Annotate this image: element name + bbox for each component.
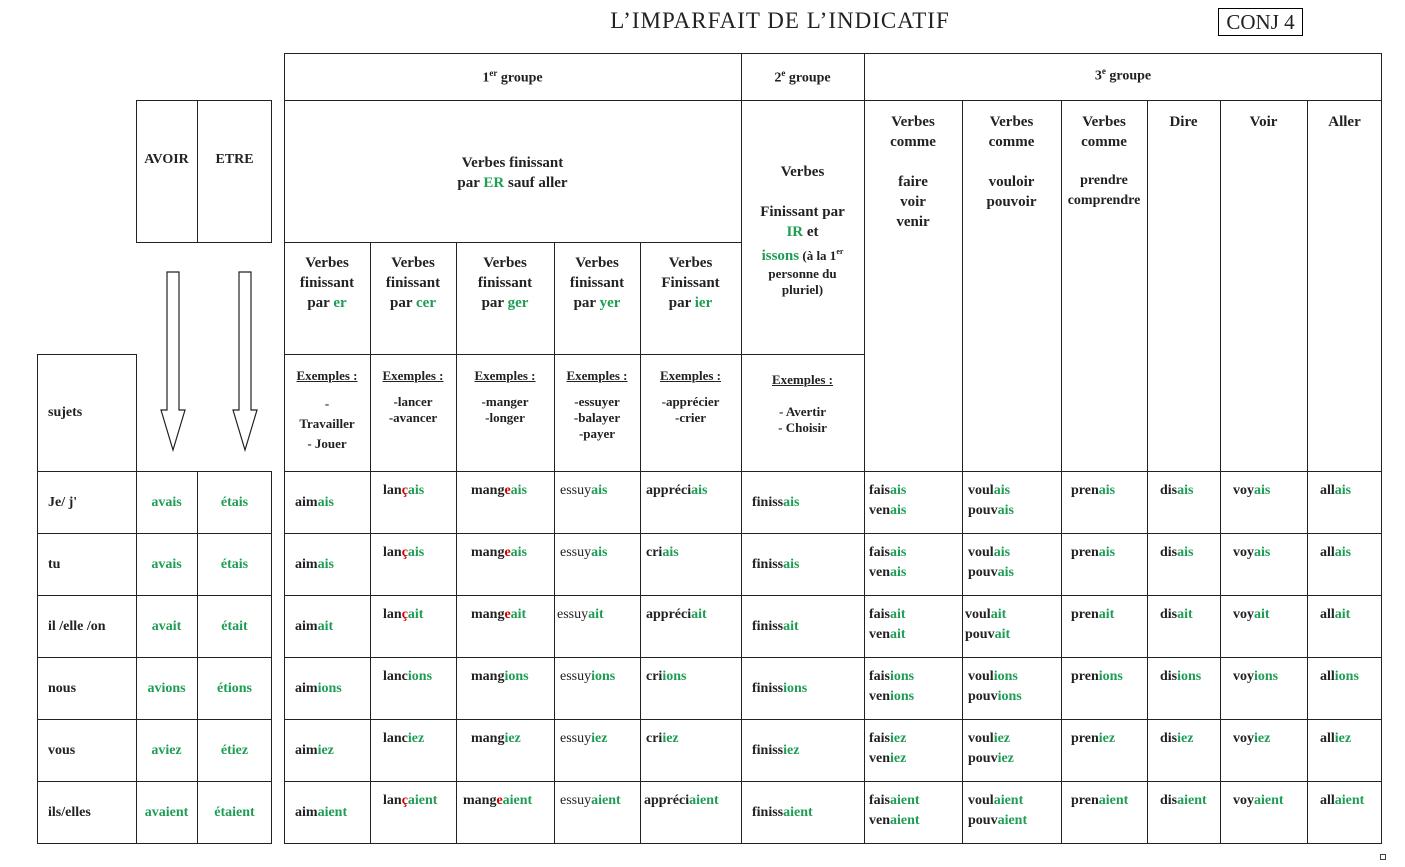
form-cer: lanciez [383, 731, 425, 746]
subject-label: vous [48, 743, 76, 758]
form-ger: mangeait [471, 607, 527, 622]
g1-col-header: Verbes Finissant par ier [661, 255, 720, 311]
group-2-header: 2e groupe [774, 68, 831, 86]
form-ier: criions [646, 669, 687, 684]
grid-line [370, 242, 371, 844]
g1-examples: Exemples : - Travailler - Jouer [296, 368, 358, 451]
group-2-examples: Exemples : - Avertir - Choisir [771, 372, 834, 435]
form-dire: disions [1160, 669, 1202, 684]
grid-line [640, 242, 641, 844]
subject-label: ils/elles [48, 805, 91, 820]
form-faire: faisais venais [869, 483, 907, 518]
g1-col-header: Verbes finissant par er [299, 255, 355, 311]
form-aller: allais [1320, 483, 1352, 498]
form-g2: finissait [752, 619, 799, 634]
page-title: L’IMPARFAIT DE L’INDICATIF [610, 8, 950, 33]
sujets-label: sujets [48, 405, 83, 420]
form-ier: criiez [646, 731, 679, 746]
form-faire: faisiez veniez [869, 731, 907, 766]
arrow-down-icon [160, 270, 186, 452]
grid-line [284, 657, 1382, 658]
form-g2: finissaient [752, 805, 813, 820]
form-voir: voyions [1233, 669, 1279, 684]
form-ier: appréciais [646, 483, 708, 498]
etre-header: ETRE [215, 152, 254, 167]
form-cer: lançais [383, 545, 425, 560]
form-aller: allions [1320, 669, 1359, 684]
g1-examples: Exemples : -apprécier -crier [659, 368, 722, 425]
grid-line [1147, 100, 1148, 844]
form-vouloir: voulaient pouvaient [968, 793, 1028, 828]
grid-line [1220, 100, 1221, 844]
form-aller: alliez [1320, 731, 1352, 746]
form-vouloir: voulais pouvais [968, 483, 1014, 518]
avoir-header: AVOIR [144, 152, 189, 167]
form-prendre: prenais [1071, 545, 1116, 560]
form-ier: criais [646, 545, 679, 560]
subject-label: Je/ j' [48, 495, 78, 510]
form-g2: finissions [752, 681, 808, 696]
form-g2: finissais [752, 557, 800, 572]
form-ger: mangeaient [463, 793, 533, 808]
grid-line [284, 242, 741, 243]
avoir-form: aviez [151, 743, 182, 758]
form-yer: essuyiez [560, 731, 608, 746]
g1-examples: Exemples : -manger -longer [474, 368, 536, 425]
form-dire: disais [1160, 483, 1194, 498]
grid-line [37, 533, 272, 534]
form-dire: disais [1160, 545, 1194, 560]
form-ger: mangions [471, 669, 529, 684]
avoir-form: avaient [144, 805, 189, 820]
g3-col-header: Dire [1169, 114, 1198, 130]
avoir-form: avais [151, 557, 182, 572]
g1-col-header: Verbes finissant par ger [477, 255, 533, 311]
g3-col-header: Verbes comme prendre comprendre [1067, 114, 1141, 208]
form-prendre: prenais [1071, 483, 1116, 498]
avoir-form: avait [151, 619, 182, 634]
form-ier: appréciait [646, 607, 707, 622]
group-2-description: Verbes Finissant par IR et issons (à la 1er personne du pluriel) [760, 164, 845, 297]
form-faire: faisais venais [869, 545, 907, 580]
form-dire: disiez [1160, 731, 1194, 746]
g1-col-header: Verbes finissant par cer [385, 255, 441, 311]
form-prendre: preniez [1071, 731, 1116, 746]
subject-label: il /elle /on [48, 619, 106, 634]
form-er: aimiez [295, 743, 334, 758]
subject-label: tu [48, 557, 61, 572]
form-yer: essuyait [557, 607, 604, 622]
etre-form: était [221, 619, 248, 634]
form-cer: lancions [383, 669, 433, 684]
grid-line [284, 595, 1382, 596]
form-prendre: prenait [1071, 607, 1115, 622]
g3-col-header: Voir [1249, 114, 1278, 130]
form-cer: lançais [383, 483, 425, 498]
form-voir: voyais [1233, 483, 1271, 498]
form-vouloir: voulions pouvions [968, 669, 1022, 704]
form-yer: essuyais [560, 545, 608, 560]
form-faire: faisait venait [869, 607, 906, 642]
g3-col-header: Aller [1328, 114, 1361, 130]
group-1-header: 1er groupe [482, 68, 543, 86]
grid-line [284, 354, 864, 355]
page-marker [1380, 854, 1386, 860]
form-prendre: prenaient [1071, 793, 1129, 808]
form-cer: lançaient [383, 793, 438, 808]
grid-line [284, 781, 1382, 782]
form-vouloir: voulait pouvait [965, 607, 1011, 642]
form-prendre: prenions [1071, 669, 1123, 684]
arrow-down-icon [232, 270, 258, 452]
form-aller: allais [1320, 545, 1352, 560]
grid-line [284, 471, 1382, 472]
form-cer: lançait [383, 607, 424, 622]
form-vouloir: voulais pouvais [968, 545, 1014, 580]
etre-form: étais [220, 557, 249, 572]
grid-line [37, 657, 272, 658]
form-vouloir: vouliez pouviez [968, 731, 1014, 766]
form-er: aimais [295, 495, 334, 510]
grid-line [456, 242, 457, 844]
form-faire: faisaient venaient [869, 793, 920, 828]
etre-form: étions [217, 681, 252, 696]
form-voir: voyais [1233, 545, 1271, 560]
form-er: aimaient [295, 805, 348, 820]
etre-form: étais [220, 495, 249, 510]
form-ier: appréciaient [644, 793, 719, 808]
grid-line [284, 100, 1382, 101]
avoir-form: avais [151, 495, 182, 510]
avoir-form: avions [147, 681, 186, 696]
form-ger: mangiez [471, 731, 521, 746]
g1-examples: Exemples : -lancer -avancer [382, 368, 444, 425]
form-aller: allait [1320, 607, 1351, 622]
aux-header-box [136, 100, 272, 243]
grid-line [37, 719, 272, 720]
form-yer: essuyais [560, 483, 608, 498]
form-dire: disait [1160, 607, 1193, 622]
form-ger: mangeais [471, 483, 528, 498]
grid-line [554, 242, 555, 844]
form-yer: essuyions [560, 669, 616, 684]
form-er: aimait [295, 619, 334, 634]
form-g2: finissiez [752, 743, 800, 758]
form-er: aimais [295, 557, 334, 572]
grid-line [37, 781, 272, 782]
group-3-header: 3e groupe [1094, 66, 1152, 84]
form-aller: allaient [1320, 793, 1365, 808]
form-voir: voyiez [1233, 731, 1271, 746]
aux-divider [197, 100, 198, 243]
etre-form: étaient [214, 805, 255, 820]
form-yer: essuyaient [560, 793, 621, 808]
form-voir: voyaient [1233, 793, 1284, 808]
g1-col-header: Verbes finissant par yer [569, 255, 625, 311]
g1-examples: Exemples : -essuyer -balayer -payer [566, 368, 628, 441]
grid-line [284, 533, 1382, 534]
etre-form: étiez [220, 743, 249, 758]
sheet-code: CONJ 4 [1218, 8, 1303, 36]
grid-line [284, 719, 1382, 720]
form-g2: finissais [752, 495, 800, 510]
g3-col-header: Verbes comme vouloir pouvoir [986, 114, 1037, 210]
grid-line [37, 595, 272, 596]
group-1-description: Verbes finissant par ER sauf aller [457, 155, 568, 191]
form-dire: disaient [1160, 793, 1207, 808]
g3-col-header: Verbes comme faire voir venir [890, 114, 936, 230]
form-ger: mangeais [471, 545, 528, 560]
form-er: aimions [295, 681, 342, 696]
form-voir: voyait [1233, 607, 1270, 622]
grid-line [1307, 100, 1308, 844]
subject-label: nous [48, 681, 77, 696]
form-faire: faisions venions [869, 669, 915, 704]
